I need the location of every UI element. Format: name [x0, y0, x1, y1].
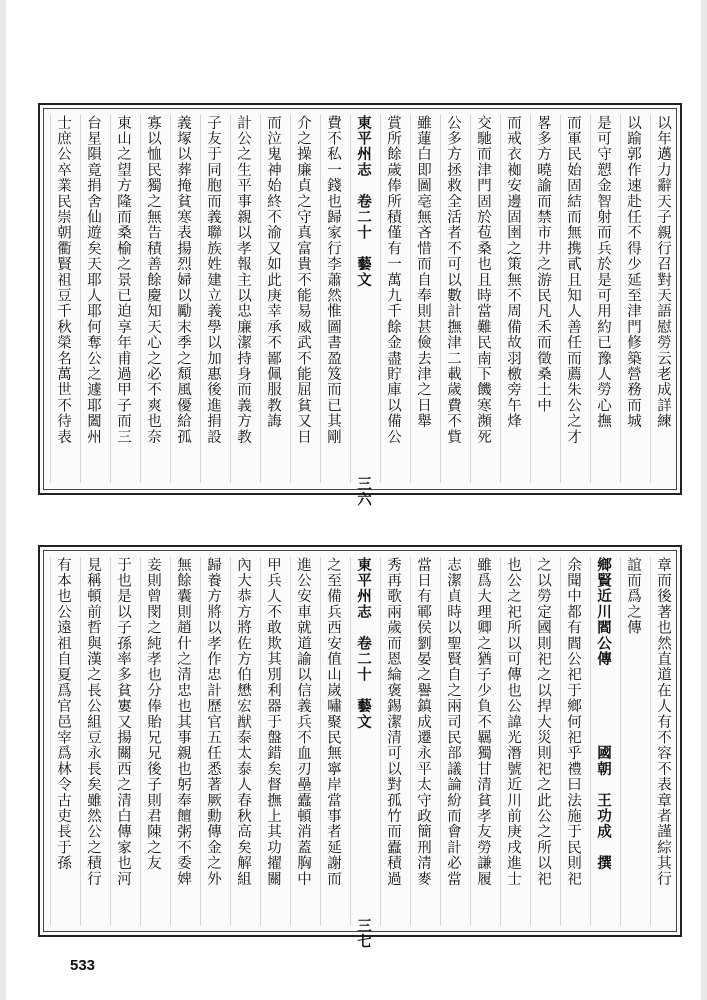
text-column: 無餘囊則趙什之清忠也其事親也躬奉饘粥不委婢	[170, 557, 190, 925]
text-column: 義塚以葬掩貧寒表揚烈婦以勵末季之頹風優給孤	[170, 115, 190, 483]
text-column: 士庶公卒業民崇朝衢賢祖豆千秋榮名萬世不待表	[50, 115, 70, 483]
text-column: 也公之祀所以可傳也公諱光潛號近川前庚戌進士	[500, 557, 520, 925]
text-column: 計公之生平事親以孝報主以忠廉潔持身而義方教	[230, 115, 250, 483]
page-edge-left	[0, 0, 6, 1000]
text-column: 雖爲大理卿之猶子少負不羈獨甘清貧孝友勞謙履	[470, 557, 490, 925]
text-column: 誼而爲之傳	[620, 557, 640, 925]
text-column: 以踰郭作速赴任不得少延至津門修築營務而城	[620, 115, 640, 483]
text-column: 賞所餘歲俸所積僅有一萬九千餘金盡貯庫以備公	[380, 115, 400, 483]
text-column: 而戒衣袽安邊固圉之策無不周備故羽檄旁午烽	[500, 115, 520, 483]
text-column: 章而後著也然直道在人有不容不表章者謹綜其行	[650, 557, 670, 925]
text-column: 見稱頓前哲與漢之長公組豆永長矣雖然公之積行	[80, 557, 100, 925]
text-column: 畧多方曉諭而禁市井之游民凡禾而徵桑土中	[530, 115, 550, 483]
text-column: 寡以恤民獨之無告積善餘慶知天心之必不爽也奈	[140, 115, 160, 483]
bottom-text-panel	[38, 545, 682, 950]
running-header: 東平州志 卷二十 藝文 三七	[350, 557, 370, 925]
running-header: 東平州志 卷二十 藝文 三六	[350, 115, 370, 483]
text-column: 妾則曾閔之純孝也分俸貽兄兄後子則君陳之友	[140, 557, 160, 925]
text-column: 台星隕竟捐舍仙遊矣天耶人耶何奪公之遽耶闔州	[80, 115, 100, 483]
text-column: 費不私一錢也歸家行李蕭然惟圖書盈笈而已其剛	[320, 115, 340, 483]
text-column: 而泣鬼神始終不渝又如此庚幸承不鄙佩服教誨	[260, 115, 280, 483]
page-edge-right	[701, 0, 707, 1000]
text-column: 有本也公遠祖自夏爲官邑宰爲林令古吏長于孫	[50, 557, 70, 925]
bottom-columns	[50, 557, 671, 950]
text-column: 于也是以子孫率多貧寠又揚關西之清白傳家也河	[110, 557, 130, 925]
top-columns	[50, 115, 671, 508]
text-column: 雖蓮白即圖亳無吝惜而自奉則甚儉去津之日舉	[410, 115, 430, 483]
text-column: 歸養方將以孝作忠計歷官五任悉著厥勳傳金之外	[200, 557, 220, 925]
text-column: 子友于同胞而義聯族姓建立義學以加惠後進捐設	[200, 115, 220, 483]
text-column: 是可守愬金智射而兵於是可用約已豫人勞心撫	[590, 115, 610, 483]
page-number: 533	[70, 957, 96, 974]
text-column: 東山之望方隆而桑榆之景已迫享年甫過甲子而三	[110, 115, 130, 483]
text-column: 內大恭方將佐方伯懋宏猷泰太泰人春秋高矣解組	[230, 557, 250, 925]
top-text-panel	[38, 103, 682, 508]
text-column: 介之操廉貞之守真富貴不能易威武不能屈貧又日	[290, 115, 310, 483]
text-column: 交馳而津門固於苞桑也且時當難民南下饑寒瀕死	[470, 115, 490, 483]
text-column: 秀再歌兩歲而恩綸褒錫潔清可以對孤竹而蠹積過	[380, 557, 400, 925]
text-column: 之至備兵西安值山嵗嘯聚民無寧岸當事者延謝而	[320, 557, 340, 925]
text-column: 余聞中都有閻公祀于鄉何祀乎禮曰法施于民則祀	[560, 557, 580, 925]
section-title: 鄉賢近川閻公傳 國朝 王功成 撰	[590, 557, 610, 925]
text-column: 志潔貞時以聖賢自之兩司民部議論紛而會計必當	[440, 557, 460, 925]
text-column: 以年邁力辭天子親行召對天語慰勞云老成詳練	[650, 115, 670, 483]
text-column: 而軍民始固結而無携貳且知人善任而薦朱公之才	[560, 115, 580, 483]
text-column: 公多方拯救全活者不可以數計撫津二載歲費不貲	[440, 115, 460, 483]
text-column: 當日有鄆侯劉晏之譽鎮成遷永平太守政簡刑清麥	[410, 557, 430, 925]
text-column: 甲兵人不敢欺其別利器于盤錯矣督撫上其功擢關	[260, 557, 280, 925]
text-column: 進公安車就道諭以信義兵不血刃壘蠹頓消蓋胸中	[290, 557, 310, 925]
text-column: 之以勞定國則祀之以捍大災則祀之此公之所以祀	[530, 557, 550, 925]
